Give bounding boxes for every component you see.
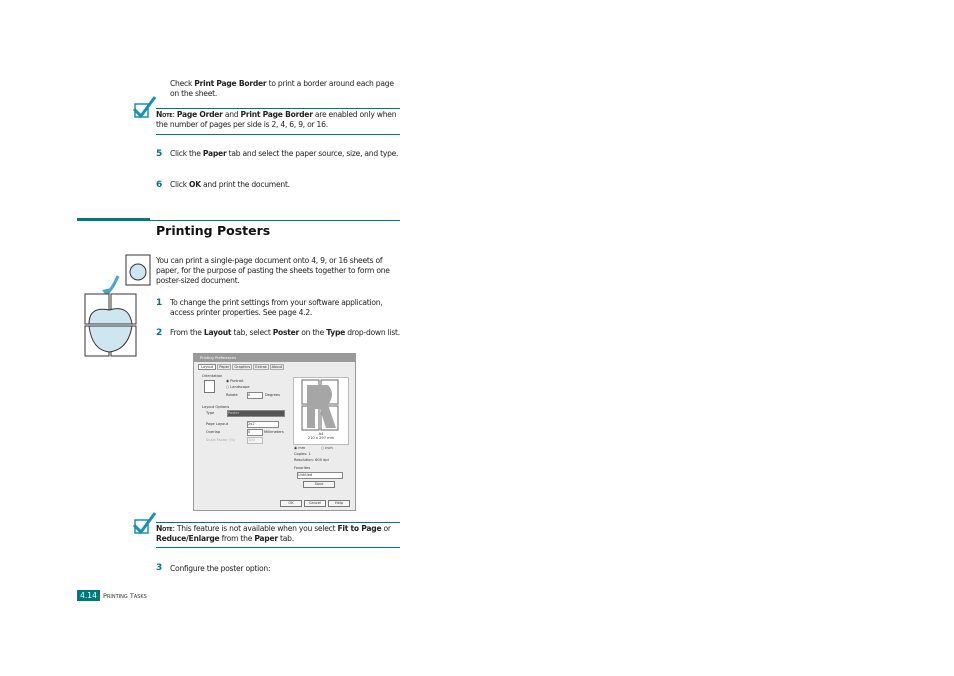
step-number: 6 [156, 180, 163, 190]
tab-extras[interactable]: Extras [255, 365, 267, 369]
scale-factor-stepper[interactable]: 100 [247, 437, 263, 444]
note-page-order: Note: Page Order and Print Page Border are enabled only when the number of pages per side is 2, 4, 6, 9, or 16. [156, 110, 397, 129]
dialog-tabs [198, 364, 284, 370]
step-number: 5 [156, 149, 163, 159]
step-text: From the Layout tab, select Poster on the Type drop-down list. [170, 328, 400, 337]
poster-apple-illustration [84, 254, 154, 358]
dialog-title-bar [194, 354, 355, 362]
note-bottom-rule [156, 547, 400, 548]
chapter-title: Printing Tasks [103, 592, 147, 600]
inch-radio[interactable]: ○ inch [321, 446, 333, 450]
note-top-rule [156, 108, 400, 109]
note-bottom-rule [156, 134, 400, 135]
overlap-label: Overlap [206, 430, 221, 434]
paper-name: A4 [318, 432, 324, 436]
overlap-unit: Millimeters [264, 430, 284, 434]
note-top-rule [156, 522, 400, 523]
dialog-title: Printing Preferences [200, 356, 237, 360]
mm-radio[interactable]: ◉ mm [294, 446, 306, 450]
note-check-icon [133, 512, 157, 538]
orientation-label: Orientation [202, 374, 223, 378]
step-text: Click OK and print the document. [170, 180, 290, 189]
layout-options-label: Layout Options [202, 405, 230, 409]
note-check-icon [133, 96, 157, 122]
printing-preferences-dialog [193, 353, 356, 511]
section-heading: Printing Posters [156, 223, 271, 238]
tab-layout[interactable]: Layout [198, 364, 216, 370]
help-button[interactable]: Help [328, 500, 350, 507]
landscape-radio[interactable]: ○ Landscape [226, 385, 250, 389]
favorites-select[interactable]: Untitled [297, 472, 343, 479]
step-number: 1 [156, 298, 163, 308]
scale-factor-label: Scale Factor (%) [206, 438, 236, 442]
page-layout-label: Page Layout [206, 422, 229, 426]
note-feature-unavailable: Note: This feature is not available when you select Fit to Page or Reduce/Enlarge from the Paper tab. [156, 524, 391, 543]
rotate-label: Rotate [226, 393, 238, 397]
preview-panel [293, 377, 349, 445]
overlap-stepper[interactable]: 0 [247, 429, 263, 436]
favorites-label: Favorites [294, 466, 311, 470]
step-text: Click the Paper tab and select the paper source, size, and type. [170, 149, 399, 158]
poster-preview-icon [294, 378, 348, 432]
paper-size: 210 x 297 mm [307, 436, 335, 441]
step-number: 2 [156, 328, 163, 338]
page-layout-select[interactable]: 2x2 [247, 421, 279, 428]
tab-paper[interactable]: Paper [219, 365, 230, 369]
portrait-radio[interactable]: ◉ Portrait [226, 379, 244, 383]
type-select[interactable]: Poster [227, 410, 285, 417]
tab-graphics[interactable]: Graphics [234, 365, 251, 369]
section-rule-accent [77, 218, 150, 221]
degrees-label: Degrees [265, 393, 280, 397]
ok-button[interactable]: OK [280, 500, 302, 507]
page-number: 4.14 [77, 590, 100, 601]
tab-about[interactable]: About [271, 365, 283, 369]
copies-readout: Copies: 1 [294, 452, 311, 456]
intro-paragraph: Check Print Page Border to print a border around each page on the sheet. [170, 79, 394, 98]
step-number: 3 [156, 563, 163, 573]
save-button[interactable]: Save [303, 481, 335, 488]
step-text: Configure the poster option: [170, 564, 271, 573]
resolution-readout: Resolution: 600 dpi [294, 458, 329, 462]
rotate-select[interactable]: 0 [247, 392, 263, 399]
page-orientation-icon [204, 380, 215, 393]
section-intro: You can print a single-page document onto 4, 9, or 16 sheets of paper, for the purpose of pasting the sheets together to form one poster-sized document. [156, 256, 390, 285]
cancel-button[interactable]: Cancel [304, 500, 326, 507]
step-text: To change the print settings from your software application, access printer properties. See page 4.2. [170, 298, 383, 317]
type-label: Type [206, 411, 215, 415]
